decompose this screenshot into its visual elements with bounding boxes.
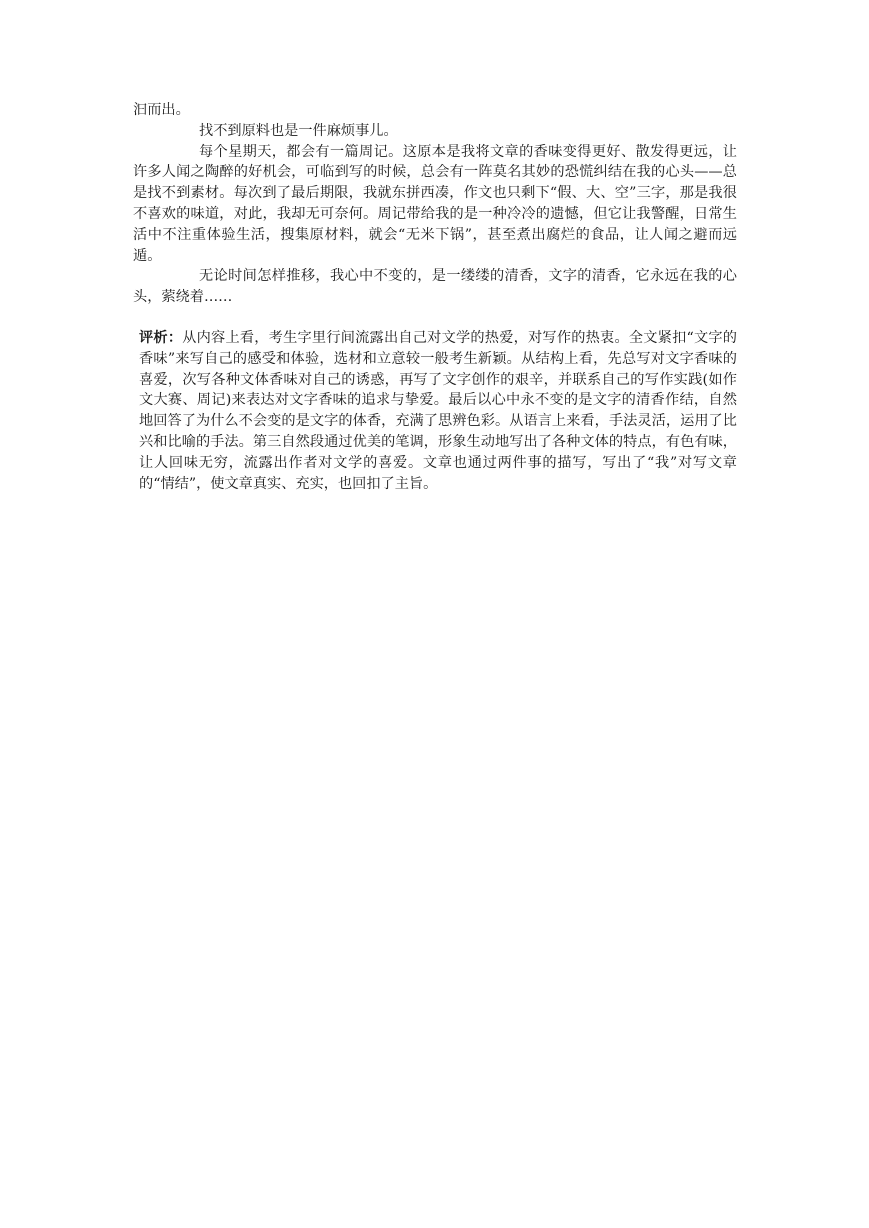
review-section xyxy=(133,328,737,494)
essay-paragraph: 汩而出。 xyxy=(133,102,190,118)
essay-paragraph: 每个星期天，都会有一篇周记。这原本是我将文章的香味变得更好、散发得更远，让许多人闻之陶醉的好机会，可临到写的时候，总会有一阵莫名其妙的恐慌纠结在我的心头——总是找不到素材。每次到了最后期限，我就东拼西凑，作文也只剩下“假、大、空”三字，那是我很不喜欢的味道，对此，我却无可奈何。周记带给我的是一种冷冷的遗憾，但它让我警醒，日常生活中不注重体验生活，搜集原材料，就会“无米下锅”，甚至煮出腐烂的食品，让人闻之避而远遁。 xyxy=(133,143,737,264)
document-page xyxy=(133,100,737,494)
essay-paragraph: 无论时间怎样推移，我心中不变的，是一缕缕的清香，文字的清香，它永远在我的心头，萦绕着…… xyxy=(133,268,737,306)
review-label: 评析： xyxy=(139,329,183,346)
paragraph-spacer xyxy=(133,308,737,328)
review-text: 从内容上看，考生字里行间流露出自己对文学的热爱，对写作的热衷。全文紧扣“文字的香味”来写自己的感受和体验，选材和立意较一般考生新颖。从结构上看，先总写对文字香味的喜爱，次写各种文体香味对自己的诱惑，再写了文字创作的艰辛，并联系自己的写作实践(如作文大赛、周记)来表达对文字香味的追求与挚爱。最后以心中永不变的是文字的清香作结，自然地回答了为什么不会变的是文字的体香，充满了思辨色彩。从语言上来看，手法灵活，运用了比兴和比喻的手法。第三自然段通过优美的笔调，形象生动地写出了各种文体的特点，有色有味，让人回味无穷，流露出作者对文学的喜爱。文章也通过两件事的描写，写出了“我”对写文章的“情结”，使文章真实、充实，也回扣了主旨。 xyxy=(139,329,737,492)
essay-paragraph: 找不到原料也是一件麻烦事儿。 xyxy=(199,122,398,139)
